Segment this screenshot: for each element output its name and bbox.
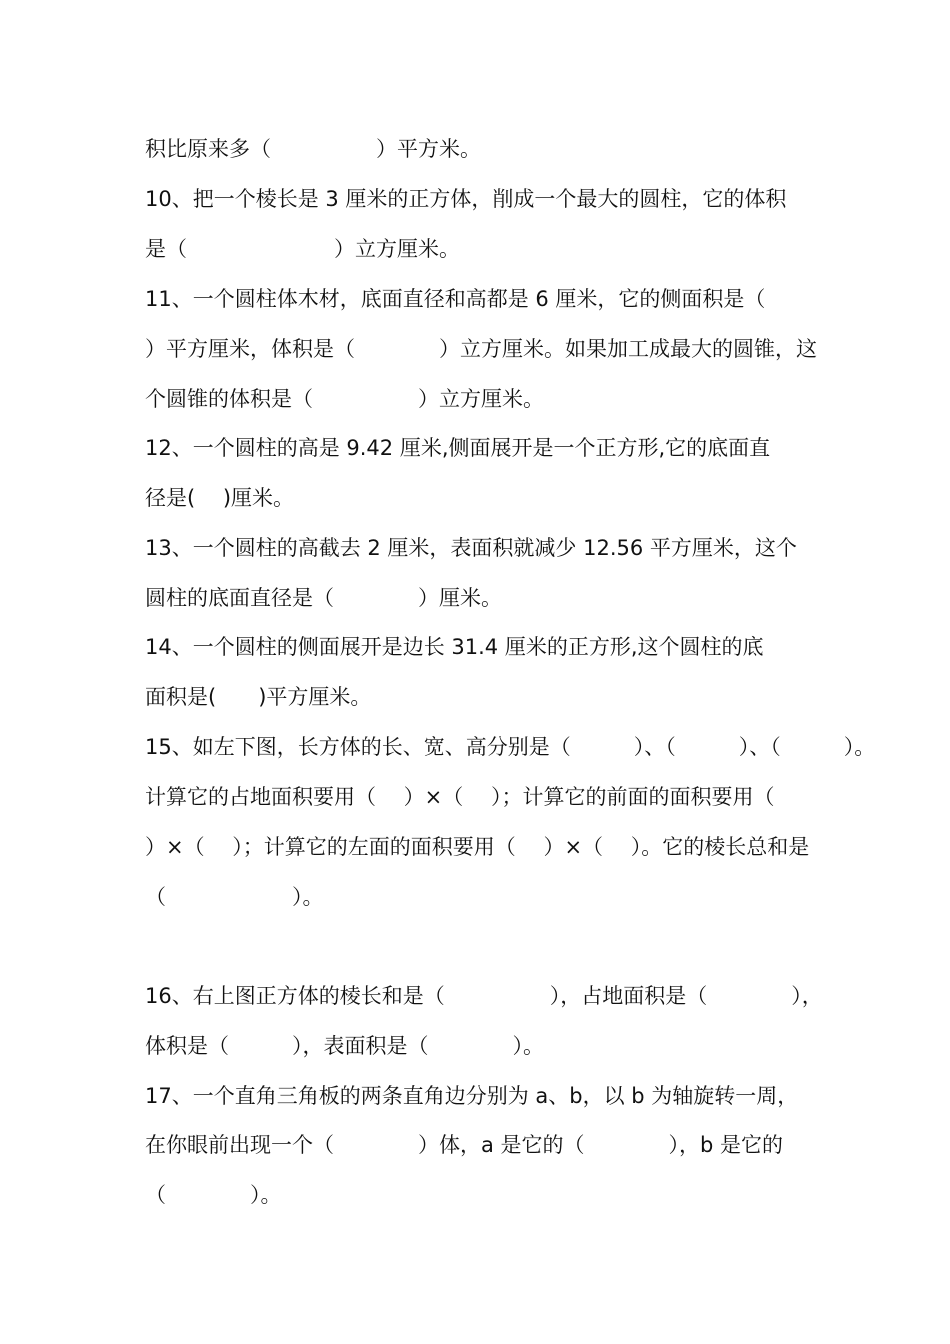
q15-line-3: ）×（ ）；计算它的左面的面积要用（ ）×（ ）。它的棱长总和是: [145, 835, 810, 859]
q10-line-1: 10、把一个棱长是 3 厘米的正方体，削成一个最大的圆柱，它的体积: [145, 187, 787, 211]
q9-continuation-line: 积比原来多（ ）平方米。: [145, 137, 481, 161]
q11-line-2: ）平方厘米，体积是（ ）立方厘米。如果加工成最大的圆锥，这: [145, 337, 817, 361]
q11-line-3: 个圆锥的体积是（ ）立方厘米。: [145, 387, 544, 411]
q13-line-2: 圆柱的底面直径是（ ）厘米。: [145, 586, 502, 610]
q17-line-1: 17、一个直角三角板的两条直角边分别为 a、b，以 b 为轴旋转一周，: [145, 1084, 799, 1108]
q10-line-2: 是（ ）立方厘米。: [145, 237, 460, 261]
q16-line-1: 16、右上图正方体的棱长和是（ ），占地面积是（ ），: [145, 984, 823, 1008]
q11-line-1: 11、一个圆柱体木材，底面直径和高都是 6 厘米，它的侧面积是（: [145, 287, 766, 311]
q12-line-2: 径是( )厘米。: [145, 486, 295, 510]
q15-line-2: 计算它的占地面积要用（ ）×（ ）；计算它的前面的面积要用（: [145, 785, 775, 809]
q17-line-3: （ ）。: [145, 1183, 282, 1207]
q14-line-2: 面积是( )平方厘米。: [145, 685, 372, 709]
q17-line-2: 在你眼前出现一个（ ）体，a 是它的（ ），b 是它的: [145, 1133, 784, 1157]
q14-line-1: 14、一个圆柱的侧面展开是边长 31.4 厘米的正方形,这个圆柱的底: [145, 635, 764, 659]
q13-line-1: 13、一个圆柱的高截去 2 厘米，表面积就减少 12.56 平方厘米，这个: [145, 536, 797, 560]
q15-line-1: 15、如左下图，长方体的长、宽、高分别是（ ）、（ ）、（ ）。: [145, 735, 876, 759]
q15-line-4: （ ）。: [145, 885, 324, 909]
q12-line-1: 12、一个圆柱的高是 9.42 厘米,侧面展开是一个正方形,它的底面直: [145, 436, 771, 460]
q16-line-2: 体积是（ ），表面积是（ ）。: [145, 1034, 544, 1058]
